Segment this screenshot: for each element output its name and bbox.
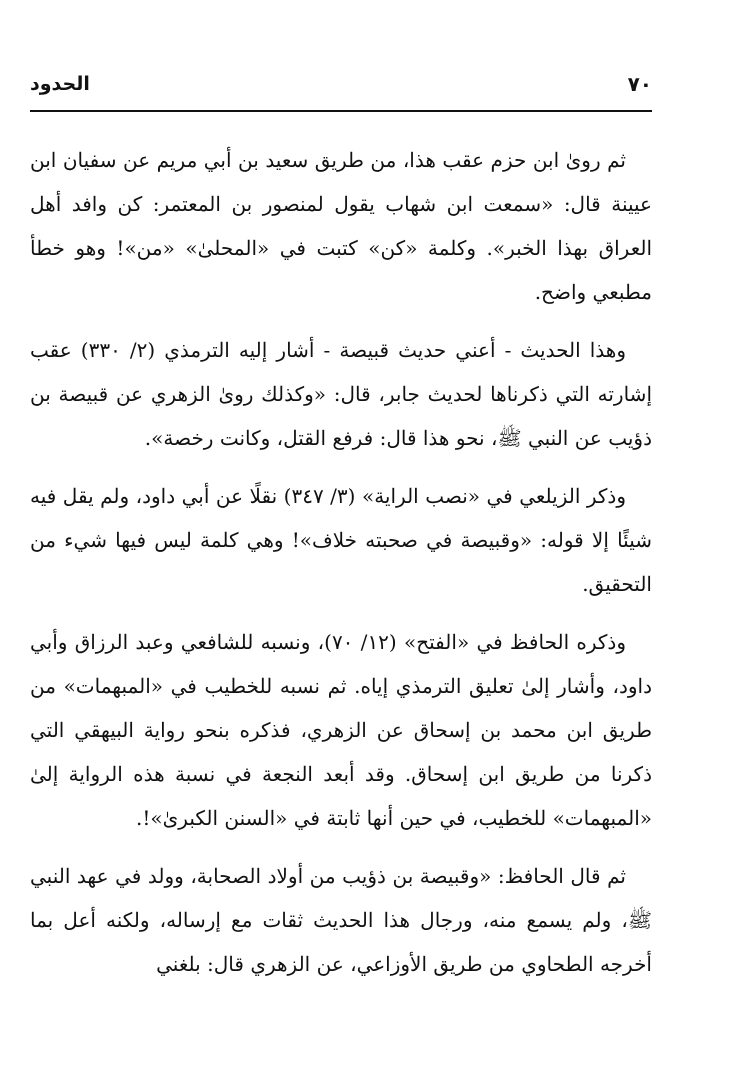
header-rule [30,110,652,112]
paragraph: وذكره الحافظ في «الفتح» (١٢/ ٧٠)، ونسبه للشافعي وعبد الرزاق وأبي داود، وأشار إلیٰ تعليق الترمذي إياه. ثم نسبه للخطيب في «المبهمات» من طريق ابن محمد بن إسحاق عن الزهري، فذكره بنحو رواية البيهقي التي ذكرنا من طريق ابن إسحاق. وقد أبعد النجعة في نسبة هذه الرواية إلیٰ «المبهمات» للخطيب، في حين أنها ثابتة في «السنن الكبریٰ»!. [30,630,652,830]
body-text [30,138,652,1000]
paragraph: وذكر الزيلعي في «نصب الراية» (٣/ ٣٤٧) نقلًا عن أبي داود، ولم يقل فيه شيئًا إلا قوله: «وقبيصة في صحبته خلاف»! وهي كلمة ليس فيها شيء من التحقيق. [30,484,652,596]
running-title: الحدود [30,73,90,95]
paragraph: وهذا الحديث - أعني حديث قبيصة - أشار إليه الترمذي (٢/ ٣٣٠) عقب إشارته التي ذكرناها لحديث جابر، قال: «وكذلك رویٰ الزهري عن قبيصة بن ذؤيب عن النبي ﷺ، نحو هذا قال: فرفع القتل، وكانت رخصة». [30,338,653,450]
paragraph: ثم رویٰ ابن حزم عقب هذا، من طريق سعيد بن أبي مريم عن سفيان ابن عيينة قال: «سمعت ابن شهاب يقول لمنصور بن المعتمر: كن وافد أهل العراق بهذا الخبر». وكلمة «كن» كتبت في «المحلیٰ» «من»! وهو خطأ مطبعي واضح. [30,148,653,304]
page-header [30,66,652,102]
paragraph: ثم قال الحافظ: «وقبيصة بن ذؤيب من أولاد الصحابة، وولد في عهد النبي ﷺ، ولم يسمع منه، ورجال هذا الحديث ثقات مع إرساله، ولكنه أعل بما أخرجه الطحاوي من طريق الأوزاعي، عن الزهري قال: بلغني [30,864,652,976]
page-number: ٧٠ [627,72,652,96]
